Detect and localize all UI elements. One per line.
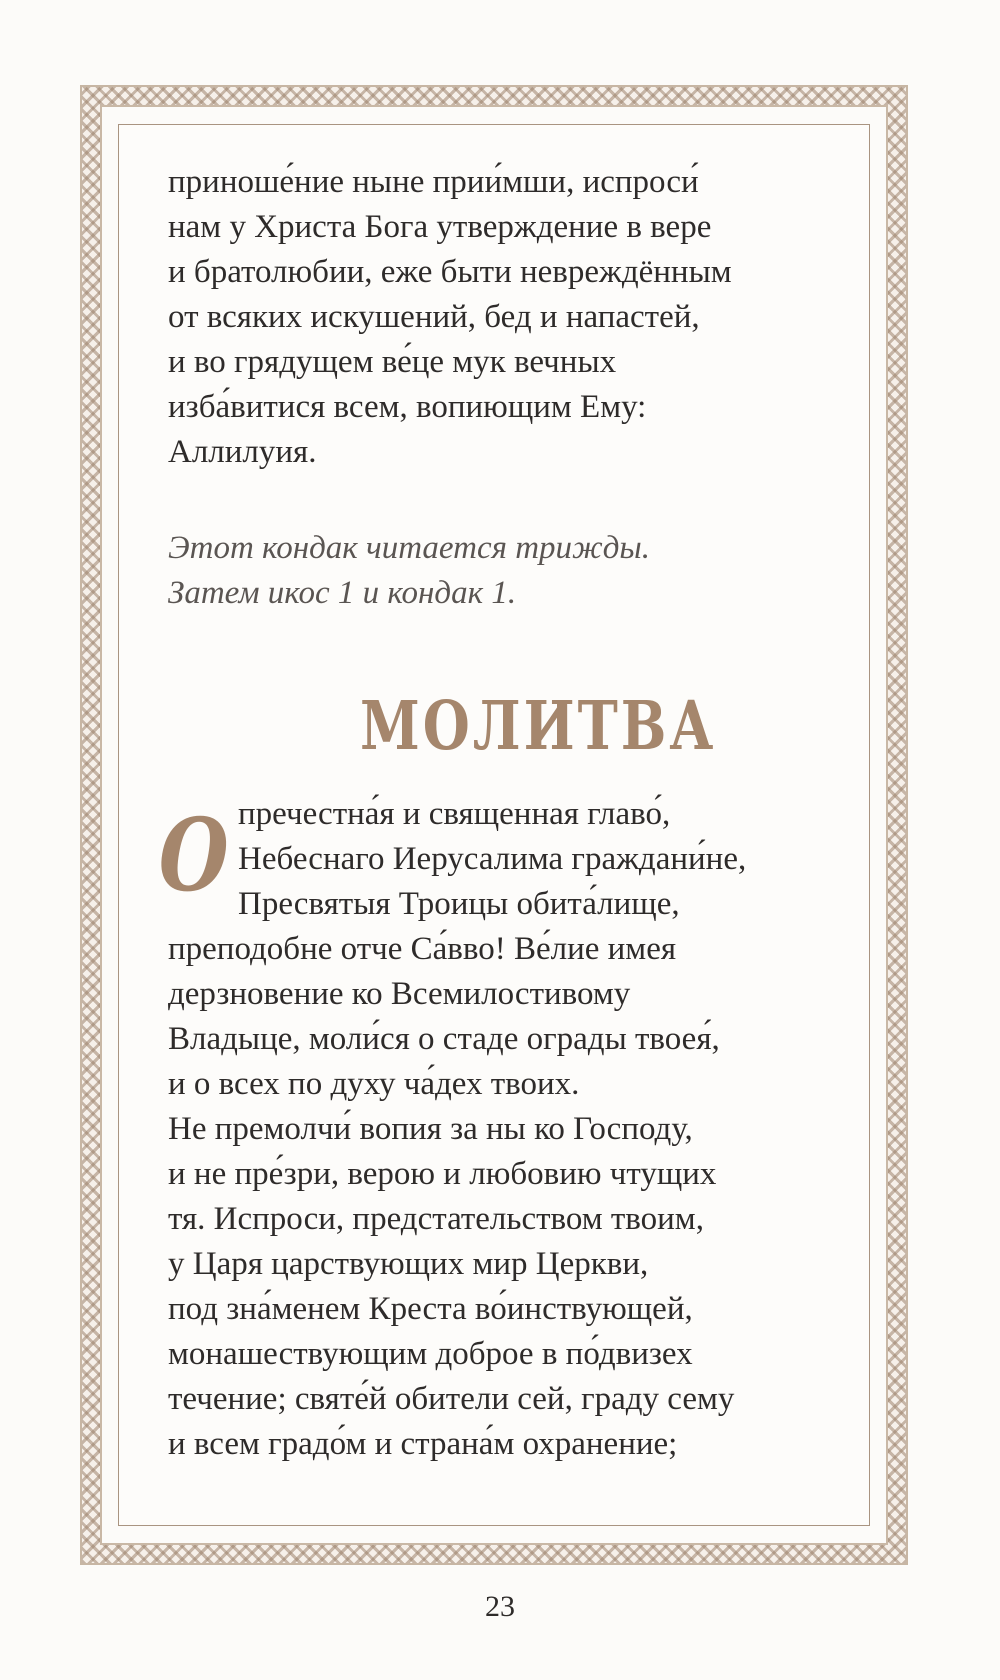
- drop-cap: О: [148, 796, 239, 914]
- kontakion-ending: [168, 160, 868, 475]
- text-line: дерзновение ко Всемилостивому: [168, 976, 631, 1012]
- text-line: от всяких искушений, бед и напастей,: [168, 299, 700, 335]
- prayer-text: [168, 792, 868, 1467]
- text-line: и во грядущем ве́це мук вечных: [168, 344, 617, 380]
- text-line: изба́витися всем, вопиющим Ему:: [168, 389, 647, 425]
- text-line: нам у Христа Бога утверждение в вере: [168, 209, 712, 245]
- text-line: течение; святе́й обители сей, граду сему: [168, 1381, 735, 1417]
- text-line: Аллилуия.: [168, 434, 317, 470]
- rubric-line: Этот кондак читается трижды.: [168, 530, 651, 566]
- text-line: и о всех по духу ча́дех твоих.: [168, 1066, 580, 1102]
- rubric-line: Затем икос 1 и кондак 1.: [168, 575, 517, 611]
- text-line: под зна́менем Креста во́инствующей,: [168, 1291, 693, 1327]
- text-line: тя. Испроси, предстательством твоим,: [168, 1201, 704, 1237]
- text-line: преподобне отче Са́вво! Ве́лие имея: [168, 931, 677, 967]
- page-number: 23: [485, 1590, 515, 1623]
- text-line: Пресвятыя Троицы обита́лище,: [238, 886, 680, 922]
- text-line: и всем градо́м и страна́м охранение;: [168, 1426, 678, 1462]
- text-line: у Царя царствующих мир Церкви,: [168, 1246, 649, 1282]
- rubric-note: [168, 526, 868, 616]
- text-line: и не пре́зри, верою и любовию чтущих: [168, 1156, 717, 1192]
- text-line: пречестна́я и священная главо́,: [238, 796, 671, 832]
- text-line: Не премолчи́ вопия за ны ко Господу,: [168, 1111, 693, 1147]
- prayer-heading: МОЛИТВА: [360, 685, 717, 765]
- text-line: Владыце, моли́ся о стаде ограды твоея́,: [168, 1021, 720, 1057]
- text-line: монашествующим доброе в по́двизех: [168, 1336, 693, 1372]
- text-line: Небеснаго Иерусалима граждани́не,: [238, 841, 747, 877]
- text-line: и братолюбии, еже быти невреждённым: [168, 254, 732, 290]
- text-line: приноше́ние ныне прии́мши, испроси́: [168, 164, 699, 200]
